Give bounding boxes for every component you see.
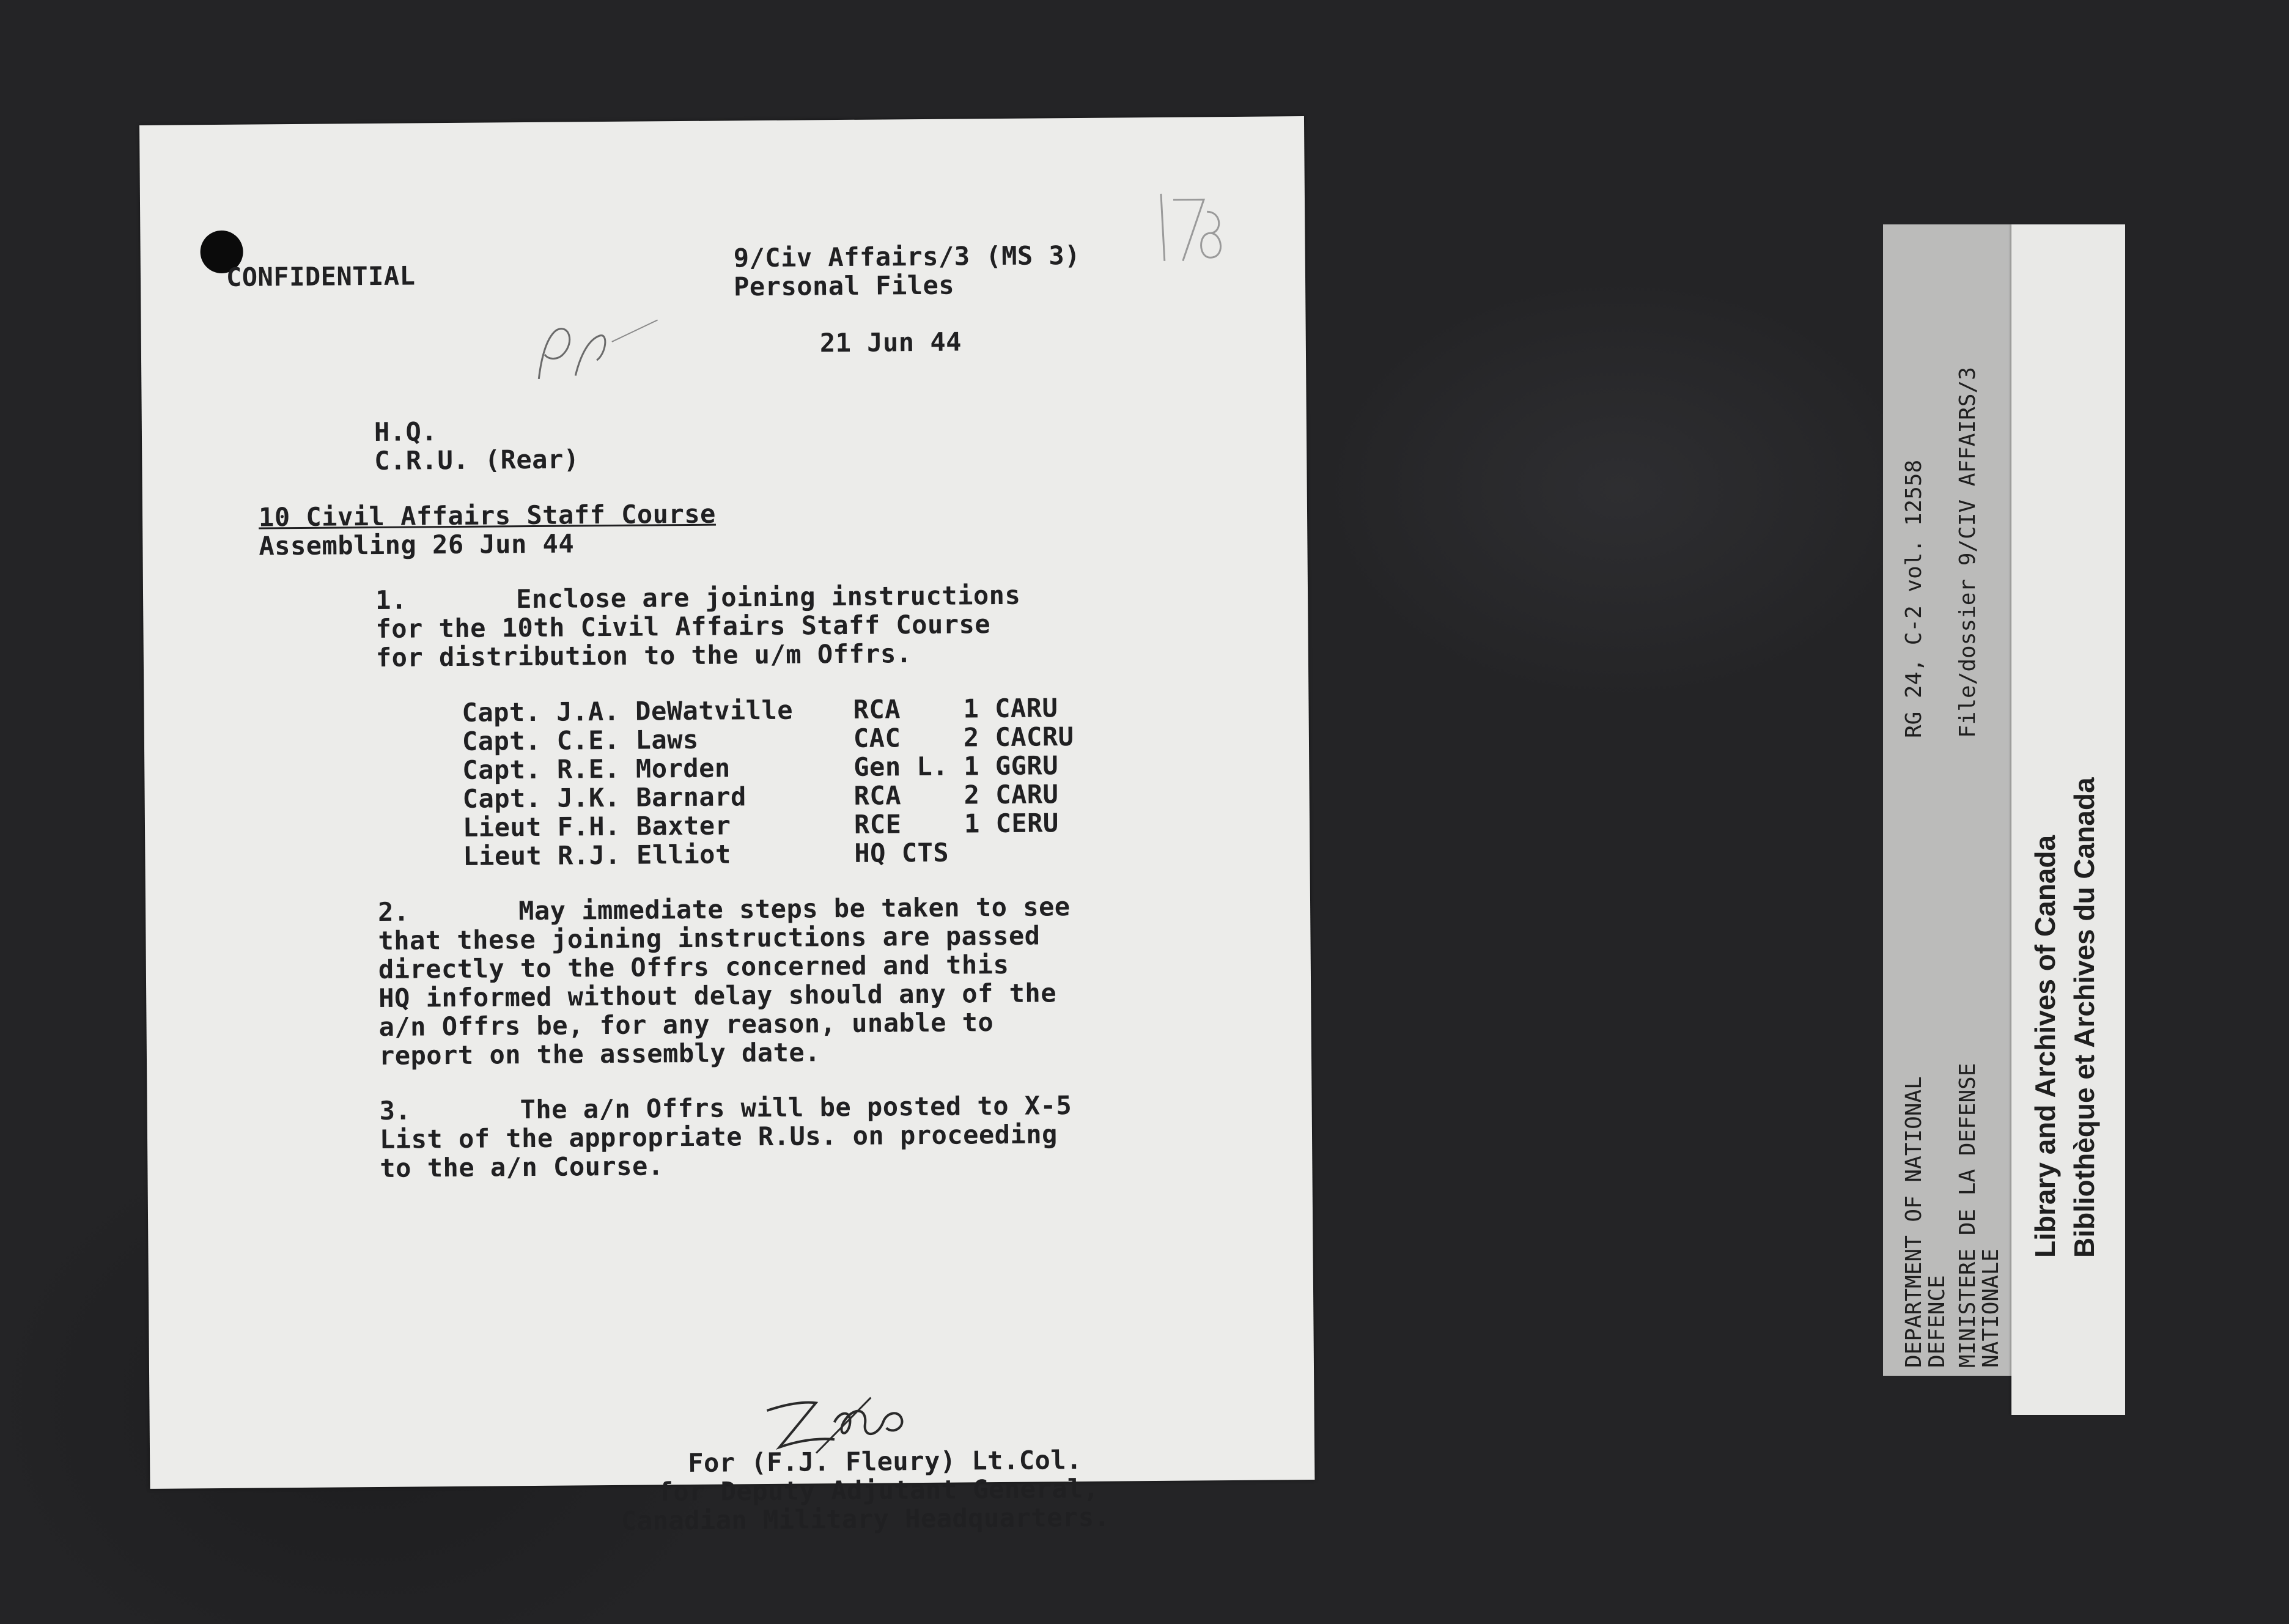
- officer-unit: 1 CERU: [964, 808, 1059, 839]
- officer-name: Lieut R.J. Elliot: [463, 839, 731, 871]
- para1-line: for the 10th Civil Affairs Staff Course: [375, 609, 991, 644]
- archive-reference-label: [1883, 224, 2019, 1376]
- file-subtitle: Personal Files: [733, 270, 955, 302]
- officer-unit: 2 CACRU: [963, 722, 1074, 753]
- record-group-reference: RG 24, C-2 vol. 12558: [1901, 459, 1926, 738]
- para2-line: a/n Offrs be, for any reason, unable to: [378, 1007, 994, 1042]
- file-dossier-reference: File/dossier 9/CIV AFFAIRS/3: [1955, 367, 1980, 738]
- signature-line-1: For (F.J. Fleury) Lt.Col.: [688, 1444, 1083, 1478]
- department-line-4: NATIONALE: [1978, 1248, 2003, 1368]
- para3-line: The a/n Offrs will be posted to X-5: [520, 1090, 1072, 1125]
- file-reference: 9/Civ Affairs/3 (MS 3): [733, 240, 1081, 273]
- officer-corps: Gen L.: [853, 751, 949, 782]
- para2-line: report on the assembly date.: [378, 1037, 821, 1071]
- para1-number: 1.: [375, 585, 407, 615]
- institution-name-fr: Bibliothèque et Archives du Canada: [2068, 777, 2100, 1258]
- officer-name: Capt. J.K. Barnard: [462, 781, 747, 814]
- officer-corps: RCA: [853, 694, 901, 725]
- handwritten-annotation: [532, 317, 667, 394]
- classification: CONFIDENTIAL: [226, 260, 416, 292]
- officer-name: Capt. C.E. Laws: [462, 724, 699, 756]
- letter-date: 21 Jun 44: [819, 327, 962, 358]
- signature-line-3: Canadian Military Headquarters.: [621, 1502, 1110, 1536]
- officer-corps: RCE: [853, 809, 902, 840]
- handwritten-folio-number: [1149, 175, 1229, 276]
- para3-line: List of the appropriate R.Us. on proceeding: [379, 1119, 1058, 1154]
- institution-name-en: Library and Archives of Canada: [2029, 835, 2061, 1258]
- letter-page: [139, 116, 1314, 1536]
- para3-number: 3.: [379, 1095, 411, 1126]
- subject-line-1: 10 Civil Affairs Staff Course: [258, 498, 717, 533]
- officer-corps: CAC: [853, 723, 901, 753]
- para3-line: to the a/n Course.: [380, 1151, 664, 1183]
- addressee-line-1: H.Q.: [374, 416, 438, 447]
- para2-line: that these joining instructions are passed: [378, 920, 1041, 956]
- officer-name: Capt. J.A. DeWatville: [462, 695, 794, 728]
- department-line-2: DEFENCE: [1925, 1275, 1950, 1368]
- officer-unit: 2 CARU: [964, 779, 1059, 810]
- para2-line: HQ informed without delay should any of the: [378, 978, 1057, 1013]
- officer-name: Lieut F.H. Baxter: [462, 810, 731, 843]
- department-line-3: MINISTERE DE LA DEFENSE: [1955, 1063, 1980, 1368]
- department-line-1: DEPARTMENT OF NATIONAL: [1901, 1076, 1926, 1368]
- officer-corps: HQ CTS: [854, 837, 949, 868]
- para1-line: Enclose are joining instructions: [515, 580, 1021, 615]
- officer-unit: 1 GGRU: [964, 750, 1059, 781]
- archive-institution-label: [2011, 224, 2125, 1415]
- signature-line-2: for Deputy Adjutant General,: [657, 1473, 1099, 1507]
- officer-corps: RCA: [853, 780, 902, 811]
- officer-name: Capt. R.E. Morden: [462, 753, 731, 785]
- para2-number: 2.: [377, 896, 410, 927]
- subject-line-2: Assembling 26 Jun 44: [259, 528, 575, 561]
- para2-line: May immediate steps be taken to see: [518, 891, 1071, 926]
- para1-line: for distribution to the u/m Offrs.: [375, 638, 912, 673]
- officer-unit: 1 CARU: [963, 693, 1058, 724]
- para2-line: directly to the Offrs concerned and this: [378, 949, 1009, 984]
- addressee-line-2: C.R.U. (Rear): [374, 444, 580, 476]
